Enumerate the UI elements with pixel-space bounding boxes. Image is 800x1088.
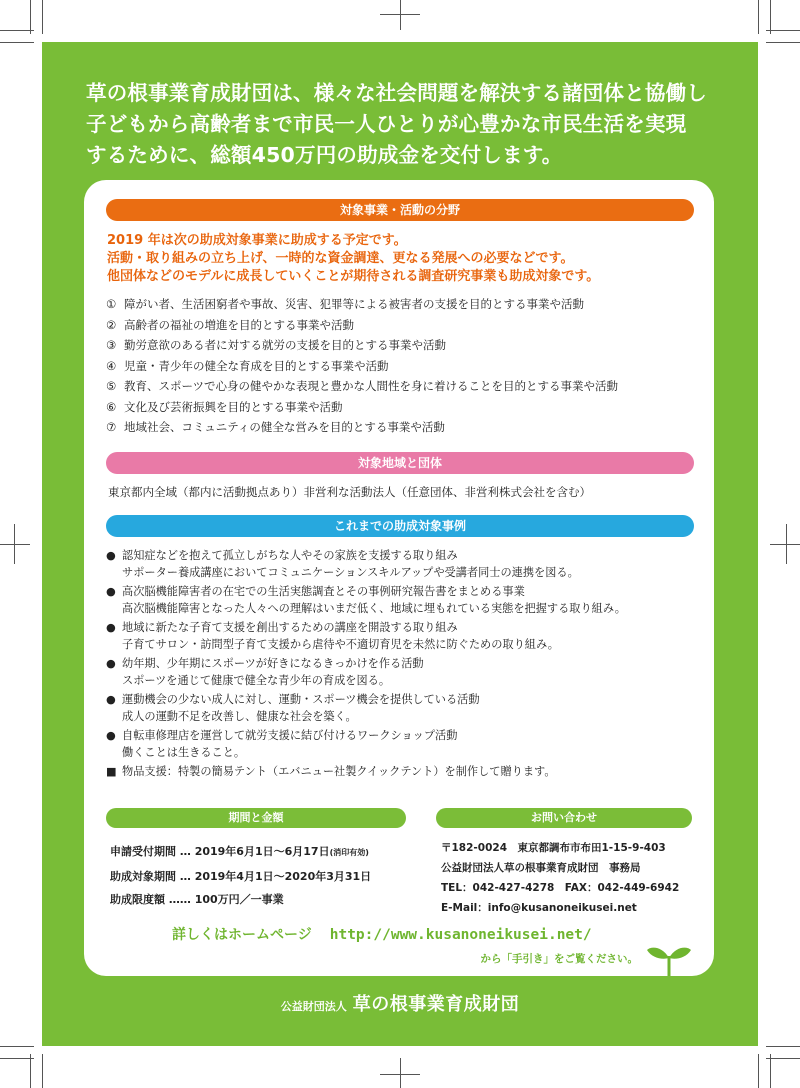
list-item: [106, 417, 706, 438]
item-text: 地域社会、コミュニティの健全な営みを目的とする事業や活動: [124, 420, 445, 434]
case-title: 幼年期、少年期にスポーツが好きになるきっかけを作る活動: [122, 656, 424, 670]
section-header-region: 対象地域と団体: [106, 452, 694, 474]
list-item: [106, 376, 706, 397]
footer-corp: 公益財団法人: [280, 1000, 347, 1013]
headline: [86, 78, 726, 171]
square-bullet-icon: ■: [106, 764, 117, 778]
intro-line: 他団体などのモデルに成長していくことが期待される調査研究事業も助成対象です。: [107, 269, 600, 284]
crop-mark: [380, 1074, 420, 1075]
cases-list: [106, 548, 706, 782]
bullet-icon: ●: [106, 620, 116, 634]
crop-mark: [30, 0, 31, 34]
region-text: 東京都内全域（都内に活動拠点あり）非営利な活動法人（任意団体、非営利株式会社を含む）: [108, 485, 591, 499]
item-number: ⑦: [106, 420, 117, 434]
crop-mark: [42, 1054, 43, 1088]
item-number: ⑥: [106, 399, 117, 414]
item-text: 児童・青少年の健全な育成を目的とする事業や活動: [124, 358, 389, 373]
case-description: 成人の運動不足を改善し、健康な社会を築く。: [122, 709, 357, 723]
case-description: 高次脳機能障害となった人々への理解はいまだ低く、地域に埋もれている実態を把握する取り組み。: [122, 601, 626, 615]
case-title: 認知症などを抱えて孤立しがちな人やその家族を支援する取り組み: [122, 549, 458, 562]
intro-line: 活動・取り組みの立ち上げ、一時的な資金調達、更なる発展への必要などです。: [107, 251, 574, 266]
crop-mark: [380, 14, 420, 15]
footer: [0, 990, 800, 1016]
item-text: 高齢者の福祉の増進を目的とする事業や活動: [124, 317, 354, 332]
case-title: 自転車修理店を運営して就労支援に結び付けるワークショップ活動: [122, 728, 458, 742]
item-text: 障がい者、生活困窮者や事故、災害、犯罪等による被害者の支援を目的とする事業や活動: [124, 297, 584, 311]
item-text: 文化及び芸術振興を目的とする事業や活動: [124, 399, 343, 414]
crop-mark: [770, 544, 800, 545]
list-item: [106, 356, 706, 377]
item-text: 勤労意欲のある者に対する就労の支援を目的とする事業や活動: [124, 338, 446, 352]
apply-period: [110, 840, 410, 865]
guide-text: から「手引き」をご覧ください。: [480, 953, 638, 965]
crop-mark: [758, 1054, 759, 1088]
homepage-link[interactable]: http://www.kusanoneikusei.net/: [329, 927, 592, 943]
item-text: 教育、スポーツで心身の健やかな表現と豊かな人間性を身に着けることを目的とする事業や活動: [124, 379, 619, 393]
crop-mark: [766, 1046, 800, 1047]
crop-mark: [758, 0, 759, 34]
target-period: [110, 865, 410, 889]
contact-info: [441, 838, 701, 918]
sprout-icon: [646, 940, 692, 976]
case-description: スポーツを通じて健康で健全な青少年の育成を図る。: [122, 673, 391, 687]
apply-label: 申請受付期間 …: [110, 845, 191, 858]
crop-mark: [0, 544, 30, 545]
case-item: [106, 584, 706, 617]
crop-mark: [786, 524, 787, 564]
case-title: 地域に新たな子育て支援を創出するための講座を開設する取り組み: [122, 620, 458, 634]
contact-email[interactable]: E-Mail：info@kusanoneikusei.net: [441, 902, 637, 914]
crop-mark: [0, 1058, 34, 1059]
bullet-icon: ●: [106, 656, 116, 670]
case-description: 子育てサロン・訪問型子育て支援から虐待や不適切育児を未然に防ぐための取り組み。: [122, 637, 559, 651]
case-item: [106, 656, 706, 689]
item-number: ③: [106, 338, 117, 352]
crop-mark: [30, 1054, 31, 1088]
bullet-icon: ●: [106, 584, 116, 598]
apply-note: (消印有効): [329, 848, 369, 857]
homepage-label: 詳しくはホームページ: [172, 927, 312, 943]
list-item: [106, 294, 706, 315]
headline-line: 子どもから高齢者まで市民一人ひとりが心豊かな市民生活を実現: [86, 112, 687, 136]
contact-phone: TEL：042-427-4278 FAX：042-449-6942: [441, 882, 680, 894]
case-description: 働くことは生きること。: [122, 745, 246, 759]
crop-mark: [400, 0, 401, 30]
homepage-line: [172, 925, 652, 945]
goods-support: [106, 764, 706, 782]
crop-mark: [0, 30, 34, 31]
crop-mark: [0, 42, 34, 43]
item-number: ②: [106, 317, 117, 332]
list-item: [106, 397, 706, 418]
crop-mark: [766, 1058, 800, 1059]
headline-line: するために、総額450万円の助成金を交付します。: [86, 143, 563, 167]
section-header-cases: これまでの助成対象事例: [106, 515, 694, 537]
contact-address: 〒182-0024 東京都調布市布田1-15-9-403: [441, 842, 666, 854]
item-number: ①: [106, 297, 117, 311]
section-header-contact: お問い合わせ: [436, 808, 692, 828]
intro-text: [107, 232, 707, 286]
intro-line: 2019 年は次の助成対象事業に助成する予定です。: [107, 233, 407, 248]
item-number: ④: [106, 358, 117, 373]
case-title: 運動機会の少ない成人に対し、運動・スポーツ機会を提供している活動: [122, 692, 480, 706]
list-item: [106, 335, 706, 356]
item-number: ⑤: [106, 379, 117, 393]
apply-value: 2019年6月1日～6月17日: [194, 845, 330, 858]
crop-mark: [14, 524, 15, 564]
section-header-fields: 対象事業・活動の分野: [106, 199, 694, 221]
bullet-icon: ●: [106, 549, 116, 562]
headline-line: 草の根事業育成財団は、様々な社会問題を解決する諸団体と協働し: [86, 81, 707, 105]
crop-mark: [766, 30, 800, 31]
grant-limit: [110, 888, 410, 912]
case-title: 高次脳機能障害者の在宅での生活実態調査とその事例研究報告書をまとめる事業: [122, 584, 525, 598]
crop-mark: [42, 0, 43, 34]
goods-text: 物品支援：特製の簡易テント（エバニュー社製クイックテント）を制作して贈ります。: [122, 764, 556, 778]
case-item: [106, 692, 706, 725]
contact-org: 公益財団法人草の根事業育成財団 事務局: [441, 862, 641, 874]
section-header-period: 期間と金額: [106, 808, 406, 828]
target-value: 2019年4月1日～2020年3月31日: [194, 869, 372, 883]
crop-mark: [770, 1054, 771, 1088]
bullet-icon: ●: [106, 692, 116, 706]
crop-mark: [0, 1046, 34, 1047]
list-item: [106, 315, 706, 336]
bullet-icon: ●: [106, 728, 116, 742]
case-item: [106, 548, 706, 581]
footer-org-name: 草の根事業育成財団: [352, 994, 520, 1015]
case-description: サポーター養成講座においてコミュニケーションスキルアップや受講者同士の連携を図る。: [122, 565, 579, 579]
crop-mark: [770, 0, 771, 34]
case-item: [106, 620, 706, 653]
crop-mark: [400, 1058, 401, 1088]
period-info: [110, 840, 410, 912]
limit-value: 100万円／一事業: [194, 893, 284, 906]
case-item: [106, 728, 706, 761]
target-label: 助成対象期間 …: [110, 869, 191, 883]
crop-mark: [766, 42, 800, 43]
fields-list: [106, 294, 706, 438]
limit-label: 助成限度額 ……: [110, 893, 191, 906]
